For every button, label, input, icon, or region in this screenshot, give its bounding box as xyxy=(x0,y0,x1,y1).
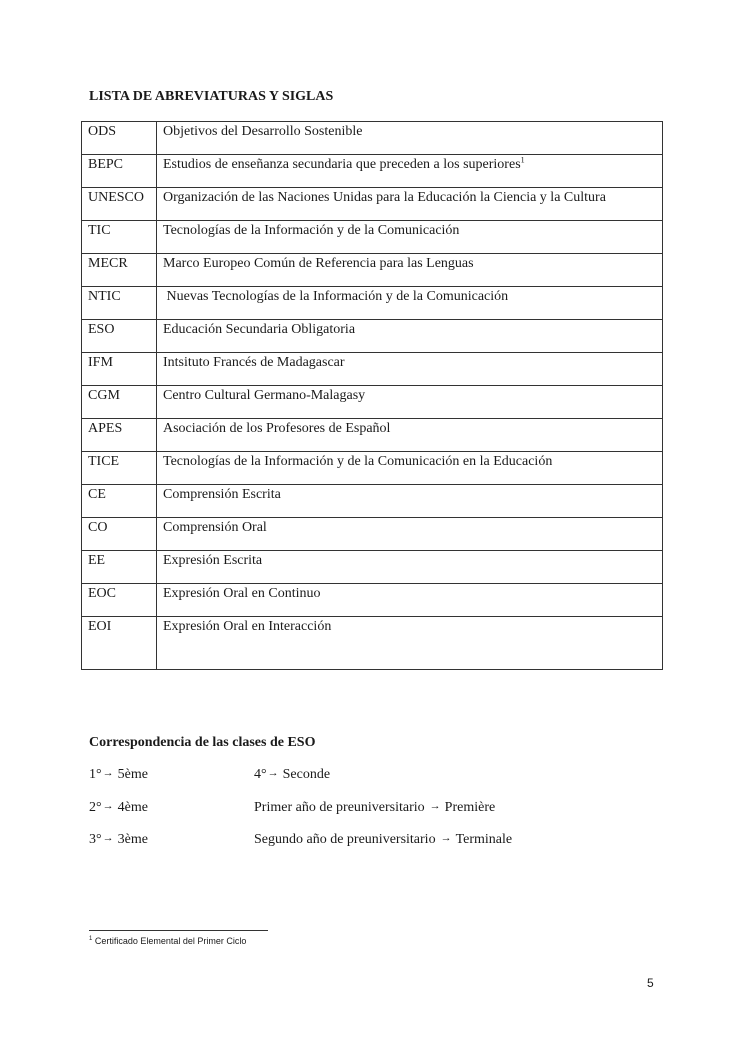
abbreviation-meaning-text: Comprensión Escrita xyxy=(163,487,281,502)
table-row xyxy=(82,551,663,584)
abbreviation-meaning-text: Centro Cultural Germano-Malagasy xyxy=(163,388,366,403)
abbreviation-code: ODS xyxy=(82,122,157,155)
abbreviation-meaning-text: Asociación de los Profesores de Español xyxy=(163,421,391,436)
table-row xyxy=(82,353,663,386)
table-row xyxy=(82,386,663,419)
abbreviation-meaning xyxy=(157,122,663,155)
abbreviation-code: EE xyxy=(82,551,157,584)
abbreviation-code: ESO xyxy=(82,320,157,353)
page-title: LISTA DE ABREVIATURAS Y SIGLAS xyxy=(89,89,334,104)
abbreviation-meaning xyxy=(157,353,663,386)
abbreviation-meaning xyxy=(157,188,663,221)
abbreviation-meaning xyxy=(157,287,663,320)
abbreviation-code: MECR xyxy=(82,254,157,287)
table-row xyxy=(82,584,663,617)
arrow-right-icon: → xyxy=(267,767,279,779)
abbreviation-meaning xyxy=(157,221,663,254)
abbreviation-code: APES xyxy=(82,419,157,452)
table-row xyxy=(82,518,663,551)
abbreviation-meaning xyxy=(157,452,663,485)
abbreviation-meaning-text: Expresión Oral en Continuo xyxy=(163,586,321,601)
abbreviation-meaning-text: Comprensión Oral xyxy=(163,520,267,535)
footnote xyxy=(89,936,246,946)
abbreviation-meaning-text: Estudios de enseñanza secundaria que preceden a los superiores xyxy=(163,157,521,172)
footnote-reference: 1 xyxy=(520,155,525,165)
abbreviation-code: BEPC xyxy=(82,155,157,188)
correspondence-left-3: 3°→ 3ème xyxy=(89,832,148,847)
abbreviation-meaning xyxy=(157,320,663,353)
abbreviation-meaning xyxy=(157,485,663,518)
abbreviation-meaning-text: Intsituto Francés de Madagascar xyxy=(163,355,345,370)
correspondence-left-2: 2°→ 4ème xyxy=(89,800,148,815)
abbreviation-meaning-text: Expresión Escrita xyxy=(163,553,263,568)
abbreviation-meaning-text: Organización de las Naciones Unidas para la Educación la Ciencia y la Cultura xyxy=(163,190,606,205)
abbreviation-meaning xyxy=(157,518,663,551)
abbreviation-code: NTIC xyxy=(82,287,157,320)
table-row xyxy=(82,188,663,221)
abbreviation-code: IFM xyxy=(82,353,157,386)
abbreviation-code: TICE xyxy=(82,452,157,485)
footnote-divider xyxy=(89,930,268,931)
correspondence-title: Correspondencia de las clases de ESO xyxy=(89,735,316,750)
table-row xyxy=(82,155,663,188)
arrow-right-icon: → xyxy=(429,800,441,812)
abbreviation-meaning xyxy=(157,155,663,188)
table-row xyxy=(82,254,663,287)
abbreviation-code: CE xyxy=(82,485,157,518)
abbreviation-meaning xyxy=(157,419,663,452)
abbreviations-table xyxy=(81,121,663,670)
abbreviation-code: CGM xyxy=(82,386,157,419)
arrow-right-icon: → xyxy=(440,832,452,844)
page-number: 5 xyxy=(647,976,654,990)
abbreviation-meaning-text: Tecnologías de la Información y de la Comunicación en la Educación xyxy=(163,454,553,469)
abbreviation-meaning xyxy=(157,551,663,584)
table-row xyxy=(82,287,663,320)
table-row xyxy=(82,617,663,670)
table-row xyxy=(82,320,663,353)
abbreviation-meaning-text: Objetivos del Desarrollo Sostenible xyxy=(163,124,363,139)
abbreviation-meaning-text: Expresión Oral en Interacción xyxy=(163,619,332,634)
abbreviation-code: UNESCO xyxy=(82,188,157,221)
table-row xyxy=(82,452,663,485)
abbreviation-meaning-text: Nuevas Tecnologías de la Información y de la Comunicación xyxy=(163,289,509,304)
correspondence-right-2: Primer año de preuniversitario → Première xyxy=(254,800,496,815)
footnote-text: Certificado Elemental del Primer Ciclo xyxy=(94,936,247,946)
abbreviation-code: EOC xyxy=(82,584,157,617)
abbreviation-meaning xyxy=(157,584,663,617)
correspondence-right-3: Segundo año de preuniversitario → Terminale xyxy=(254,832,513,847)
abbreviation-code: CO xyxy=(82,518,157,551)
table-row xyxy=(82,122,663,155)
table-row xyxy=(82,419,663,452)
correspondence-right-1: 4°→ Seconde xyxy=(254,767,331,782)
arrow-right-icon: → xyxy=(102,832,114,844)
table-row xyxy=(82,485,663,518)
abbreviation-meaning-text: Educación Secundaria Obligatoria xyxy=(163,322,356,337)
arrow-right-icon: → xyxy=(102,800,114,812)
table-row xyxy=(82,221,663,254)
abbreviation-code: TIC xyxy=(82,221,157,254)
correspondence-left-1: 1°→ 5ème xyxy=(89,767,148,782)
abbreviation-meaning xyxy=(157,254,663,287)
abbreviation-meaning-text: Tecnologías de la Información y de la Comunicación xyxy=(163,223,460,238)
abbreviation-meaning xyxy=(157,617,663,670)
arrow-right-icon: → xyxy=(102,767,114,779)
abbreviation-code: EOI xyxy=(82,617,157,670)
abbreviation-meaning xyxy=(157,386,663,419)
abbreviation-meaning-text: Marco Europeo Común de Referencia para las Lenguas xyxy=(163,256,474,271)
footnote-number: 1 xyxy=(89,936,93,942)
